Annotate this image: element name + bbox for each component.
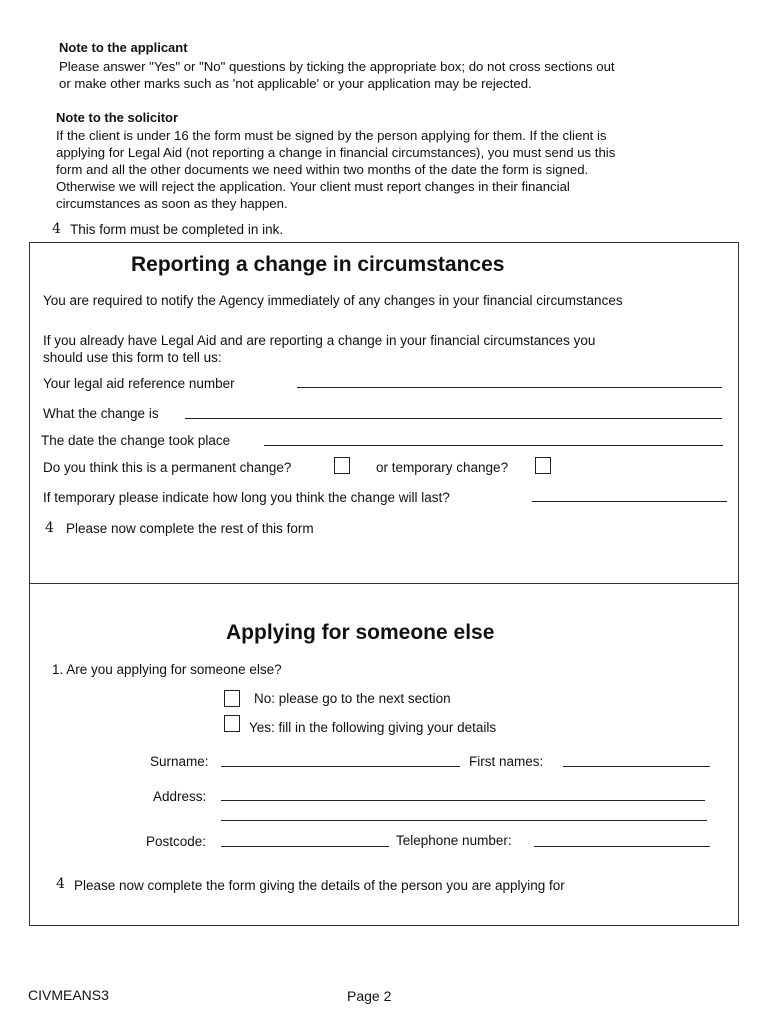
change-date-field[interactable]: [264, 445, 723, 446]
surname-label: Surname:: [150, 754, 209, 769]
permanent-change-label: Do you think this is a permanent change?: [43, 460, 292, 475]
postcode-field[interactable]: [221, 846, 389, 847]
permanent-change-checkbox[interactable]: [334, 457, 350, 474]
change-intro-line-2: should use this form to tell us:: [43, 350, 222, 365]
yes-checkbox[interactable]: [224, 715, 240, 732]
address-field-line-1[interactable]: [221, 800, 705, 801]
telephone-field[interactable]: [534, 846, 710, 847]
someone-else-title: Applying for someone else: [226, 621, 495, 644]
how-long-field[interactable]: [532, 501, 727, 502]
complete-bullet-icon: 4: [45, 520, 54, 536]
first-names-label: First names:: [469, 754, 544, 769]
telephone-label: Telephone number:: [396, 833, 512, 848]
change-date-label: The date the change took place: [41, 433, 231, 448]
form-code: CIVMEANS3: [28, 987, 109, 1003]
no-checkbox[interactable]: [224, 690, 240, 707]
notify-text: You are required to notify the Agency immediately of any changes in your financial circumstances: [43, 293, 623, 308]
ink-bullet-icon: 4: [52, 221, 61, 237]
yes-option-label: Yes: fill in the following giving your details: [249, 720, 497, 735]
surname-field[interactable]: [221, 766, 460, 767]
solicitor-note-line: form and all the other documents we need within two months of the date the form is signed.: [56, 162, 589, 177]
complete-form-text: Please now complete the form giving the details of the person you are applying for: [74, 878, 565, 893]
first-names-field[interactable]: [563, 766, 710, 767]
solicitor-note-title: Note to the solicitor: [56, 110, 179, 125]
address-label: Address:: [153, 789, 207, 804]
postcode-label: Postcode:: [146, 834, 207, 849]
solicitor-note-body: [56, 127, 615, 212]
solicitor-note-line: Otherwise we will reject the application. Your client must report changes in their financial: [56, 179, 570, 194]
reference-number-label: Your legal aid reference number: [43, 376, 235, 391]
applicant-note-line-2: or make other marks such as 'not applicable' or your application may be rejected.: [59, 76, 532, 91]
temporary-change-checkbox[interactable]: [535, 457, 551, 474]
solicitor-note-line: If the client is under 16 the form must be signed by the person applying for them. If the client is: [56, 128, 607, 143]
how-long-label: If temporary please indicate how long you think the change will last?: [43, 490, 450, 505]
temporary-change-label: or temporary change?: [376, 460, 509, 475]
someone-else-question: 1. Are you applying for someone else?: [52, 662, 282, 677]
change-section-title: Reporting a change in circumstances: [131, 253, 505, 276]
what-change-label: What the change is: [43, 406, 159, 421]
page-number: Page 2: [347, 988, 392, 1004]
applicant-note-title: Note to the applicant: [59, 40, 188, 55]
complete-form-bullet-icon: 4: [56, 876, 65, 892]
no-option-label: No: please go to the next section: [254, 691, 451, 706]
address-field-line-2[interactable]: [221, 820, 707, 821]
complete-rest-text: Please now complete the rest of this form: [66, 521, 314, 536]
change-intro-line-1: If you already have Legal Aid and are reporting a change in your financial circumstances you: [43, 333, 596, 348]
applicant-note-line-1: Please answer "Yes" or "No" questions by ticking the appropriate box; do not cross sections out: [59, 59, 615, 74]
solicitor-note-line: applying for Legal Aid (not reporting a change in financial circumstances), you must send us this: [56, 145, 616, 160]
solicitor-note-line: circumstances as soon as they happen.: [56, 196, 288, 211]
ink-instruction: This form must be completed in ink.: [70, 222, 284, 237]
reference-number-field[interactable]: [297, 387, 722, 388]
what-change-field[interactable]: [185, 418, 722, 419]
